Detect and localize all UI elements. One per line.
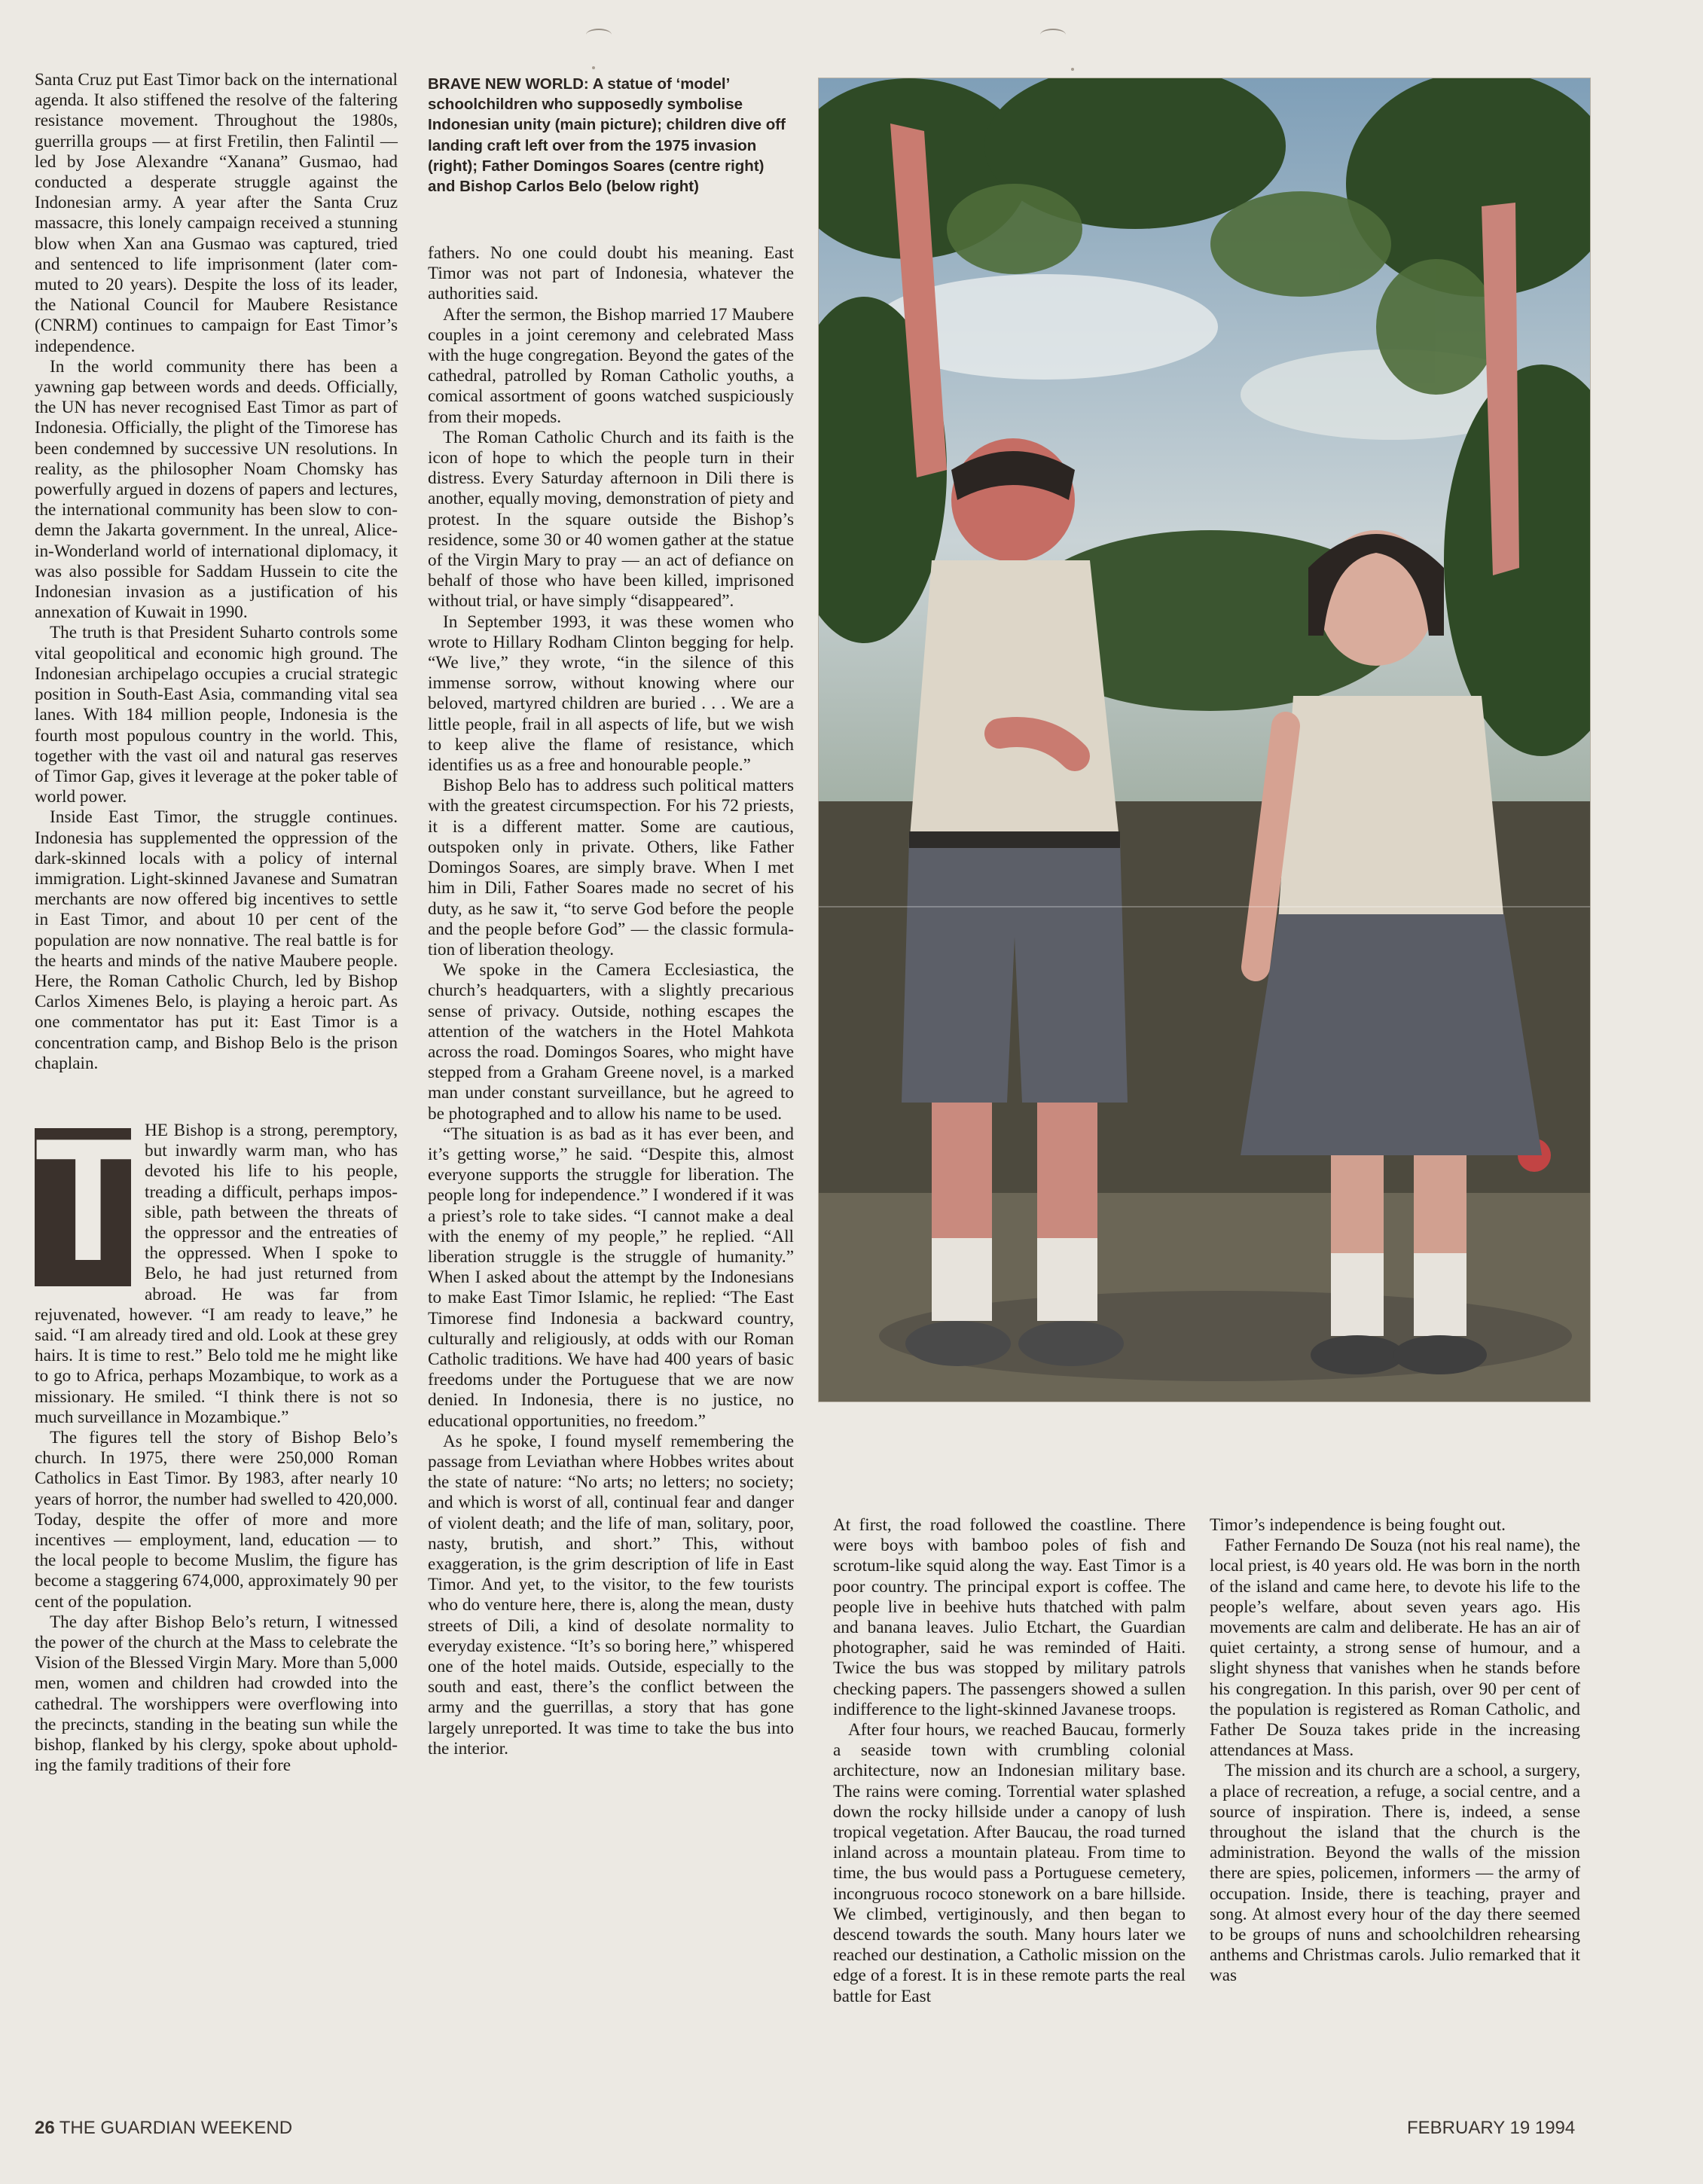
main-photo-statue (818, 78, 1591, 1402)
paragraph: The mission and its church are a school, a surgery, a place of recreation, a refuge, a social centre, and a source of inspiration. There is, indeed, a sense throughout the island that the church is the administration. Beyond the walls of the mission there are spies, policemen, informers — the army of occupation. Inside, there is teaching, prayer and song. At almost every hour of the day there seemed to be groups of nuns and schoolchildren rehearsing anthems and Christmas carols. Julio remarked that it was (1210, 1761, 1580, 1986)
paragraph: In the world community there has been a yawning gap between words and deeds. Officially, the UN has never recognised East Timor as part of Indonesia. Officially, the plight of the Timorese has been condemned by successive UN resolutions. In reality, as the philosopher Noam Chomsky has powerfully argued in dozens of papers and lectures, the international community has been slow to condemn the Jakarta government. In the unreal, Alice-in-Wonderland world of international diplomacy, it was also possible for Saddam Hussein to cite the Indonesian invasion as a justification of his annexation of Kuwait in 1990. (35, 356, 398, 623)
paragraph: Santa Cruz put East Timor back on the international agenda. It also stiffened the resolve of the faltering resistance movement. Throughout the 1980s, guerrilla groups — at first Fretilin, then Falintil — led by Jose Alexandre “Xanana” Gusmao, had conducted a desperate struggle against the Indonesian army. A year after the Santa Cruz massacre, this lonely campaign received a stunning blow when Xan ana Gusmao was captured, tried and sentenced to life imprisonment (later commuted to 20 years). Despite the loss of its leader, the National Council for Maubere Resistance (CNRM) continues to campaign for East Timor’s independence. (35, 70, 398, 356)
paragraph: At first, the road followed the coastline. There were boys with bamboo poles of fish and scrotum-like squid along the way. East Timor is a poor country. The principal export is coffee. The people live in beehive huts thatched with palm and banana leaves. Julio Etchart, the Guardian photographer, said he was reminded of Haiti. Twice the bus was stopped by military patrols checking papers. The passengers showed a sullen indifference to the light-skinned Javanese troops. (833, 1515, 1186, 1719)
paragraph: As he spoke, I found myself remembering the passage from Leviathan where Hobbes writes about the state of nature: “No arts; no letters; no society; and which is worst of all, continual fear and danger of violent death; and the life of man, solitary, poor, nasty, brutish, and short.” This, without exaggeration, is the grim description of life in East Timor. And yet, to the visitor, to the few tourists who do venture here, there is, along the mean, dusty streets of Dili, a kind of desolate normality to everyday existence. “It’s so boring here,” whispered one of the hotel maids. Outside, especially to the south and east, there’s the conflict between the army and the guerrillas, a story that has gone largely unreported. It was time to take the bus into the interior. (428, 1431, 794, 1758)
paragraph: Inside East Timor, the struggle continues. Indonesia has supplemented the oppression of the dark-skinned locals with a policy of internal immigration. Light-skinned Javanese and Sumatran merchants are now offered big incentives to settle in East Timor, and about 10 per cent of the population are now nonnative. The real battle is for the hearts and minds of the native Maubere people. Here, the Roman Catholic Church, led by Bishop Carlos Ximenes Belo, is playing a heroic part. As one commentator has put it: East Timor is a concentration camp, and Bishop Belo is the prison chaplain. (35, 807, 398, 1073)
paragraph: fathers. No one could doubt his meaning. East Timor was not part of Indonesia, whatever the authorities said. (428, 243, 794, 304)
paragraph: After the sermon, the Bishop married 17 Maubere couples in a joint ceremony and celebrated Mass with the huge congregation. Beyond the gates of the cathedral, patrolled by Roman Catholic youths, a comical assortment of goons watched suspiciously from their mopeds. (428, 304, 794, 427)
paragraph: Bishop Belo has to address such political matters with the greatest circumspection. For his 72 priests, it is a different matter. Some are cautious, outspoken only in private. Others, like Father Domingos Soares, are simply brave. When I met him in Dili, Father Soares made no secret of his duty, as he saw it, “to serve God before the people and the people before God” — the classic formulation of liberation theology. (428, 776, 794, 959)
paragraph: Father Fernando De Souza (not his real name), the local priest, is 40 years old. He was born in the north of the island and came here, to devote his life to the people’s welfare, about seven years ago. His movements are calm and deliberate. He has an air of quiet certainty, a strong sense of humour, and a slight shyness that vanishes when he stands before his congregation. In this parish, over 90 per cent of the population is registered as Roman Catholic, and Father De Souza takes pride in the increasing attendances at Mass. (1210, 1536, 1580, 1761)
article-column-1 (35, 70, 398, 1776)
paragraph: In September 1993, it was these women who wrote to Hillary Rodham Clinton begging for help. “We live,” they wrote, “in the silence of this immense sorrow, without knowing where our beloved, martyred children are buried . . . We are a little people, frail in all aspects of life, but we wish to keep alive the flame of resistance, which identifies us as a free and honourable people.” (428, 612, 794, 776)
article-column-4 (1210, 1515, 1580, 1987)
drop-cap-paragraph (35, 1121, 398, 1428)
paragraph: The Roman Catholic Church and its faith is the icon of hope to which the people turn in their distress. Every Saturday afternoon in Dili there is another, equally moving, demonstration of piety and protest. In the square outside the Bishop’s residence, some 30 or 40 women gather at the statue of the Virgin Mary to pray — an act of defiance on behalf of those who have been killed, imprisoned without trial, or have simply “disappeared”. (428, 427, 794, 612)
scan-speck (592, 66, 595, 69)
statue-photo-illustration (819, 78, 1590, 1402)
paragraph: The day after Bishop Belo’s return, I witnessed the power of the church at the Mass to celebrate the Vision of the Blessed Virgin Mary. More than 5,000 men, women and children had crowded into the cathedral. The worshippers were overflowing into the precincts, standing in the beating sun while the bishop, flanked by his clergy, spoke about upholding the family traditions of their fore (35, 1612, 398, 1776)
photo-caption: BRAVE NEW WORLD: A statue of ‘model’ schoolchildren who supposedly symbolise Indonesian unity (main picture); children dive off landing craft left over from the 1975 invasion (right); Father Domingos Soares (centre right) and Bishop Carlos Belo (below right) (428, 75, 786, 196)
article-column-3 (833, 1515, 1186, 2007)
paragraph: HE Bishop is a strong, peremptory, but inwardly warm man, who has devoted his life to his people, treading a difficult, perhaps impossible, path between the threats of the oppressor and the entreaties of the oppressed. When I spoke to Belo, he had just returned from abroad. He was far from rejuvenated, however. “I am ready to leave,” he said. “I am already tired and old. Look at these grey hairs. It is time to rest.” Belo told me he might like to go to Africa, perhaps Mozambique, to work as a missionary. He smiled. “I think there is not so much surveillance in Mozambique.” (35, 1120, 398, 1427)
punch-hole-mark (1040, 29, 1066, 41)
article-column-2 (428, 243, 794, 1759)
paragraph: After four hours, we reached Baucau, formerly a seaside town with crumbling colonial architecture, now an Indonesian military base. The rains were coming. Torrential water splashed down the rocky hillside under a canopy of lush tropical vegetation. After Baucau, the road turned inland across a mountain plateau. From time to time, the bus would pass a Portuguese cemetery, incongruous rococo stonework on a bare hillside. We climbed, vertiginously, and then began to descend towards the south. Many hours later we reached our destination, a Catholic mission on the edge of a forest. It is in these remote parts the real battle for East (833, 1720, 1186, 2006)
paragraph: We spoke in the Camera Ecclesiastica, the church’s headquarters, with a slightly precarious sense of privacy. Outside, nothing escapes the attention of the watchers in the Hotel Mahkota across the road. Domingos Soares, who might have stepped from a Graham Greene novel, is a marked man under constant surveillance, but he agreed to be photographed and to allow his name to be used. (428, 960, 794, 1124)
issue-date: FEBRUARY 19 1994 (1407, 2118, 1576, 2138)
drop-cap: T (35, 1120, 142, 1298)
page-footer-left (35, 2118, 292, 2139)
paragraph: Timor’s independence is being fought out. (1210, 1515, 1506, 1535)
paragraph: The truth is that President Suharto controls some vital geopolitical and economic high ground. The Indonesian archipelago occupies a crucial strategic position in South-East Asia, commanding vital sea lanes. With 184 million people, Indonesia is the fourth most populous country in the world. This, together with the vast oil and natural gas reserves of Timor Gap, gives it leverage at the poker table of world power. (35, 623, 398, 807)
paragraph: “The situation is as bad as it has ever been, and it’s getting worse,” he said. “Despite this, almost everyone supports the struggle for liberation. The people long for independence.” I wondered if it was a priest’s role to take sides. “I cannot make a deal with the enemy of my people,” he replied. “All liberation struggle is the struggle of humanity.” When I asked about the attempt by the Indonesians to make East Timor Islamic, he replied: “The East Timorese find Indonesia a backward country, culturally and religiously, at odds with our Roman Catholic traditions. We have had 400 years of basic freedoms under the Portuguese that we are now denied. In Indonesia, there is no justice, no educational opportunities, no freedom.” (428, 1124, 794, 1431)
scan-speck (1071, 68, 1074, 71)
paragraph: The figures tell the story of Bishop Belo’s church. In 1975, there were 250,000 Roman Catholics in East Timor. By 1983, after nearly 10 years of horror, the number had swelled to 420,000. Today, despite the offer of more and more incentives — employment, land, education — to the local people to become Muslim, the figure has become a staggering 674,000, approximately 90 per cent of the population. (35, 1428, 398, 1612)
punch-hole-mark (586, 29, 612, 41)
page-number: 26 (35, 2118, 55, 2138)
publication-name: THE GUARDIAN WEEKEND (59, 2118, 293, 2138)
